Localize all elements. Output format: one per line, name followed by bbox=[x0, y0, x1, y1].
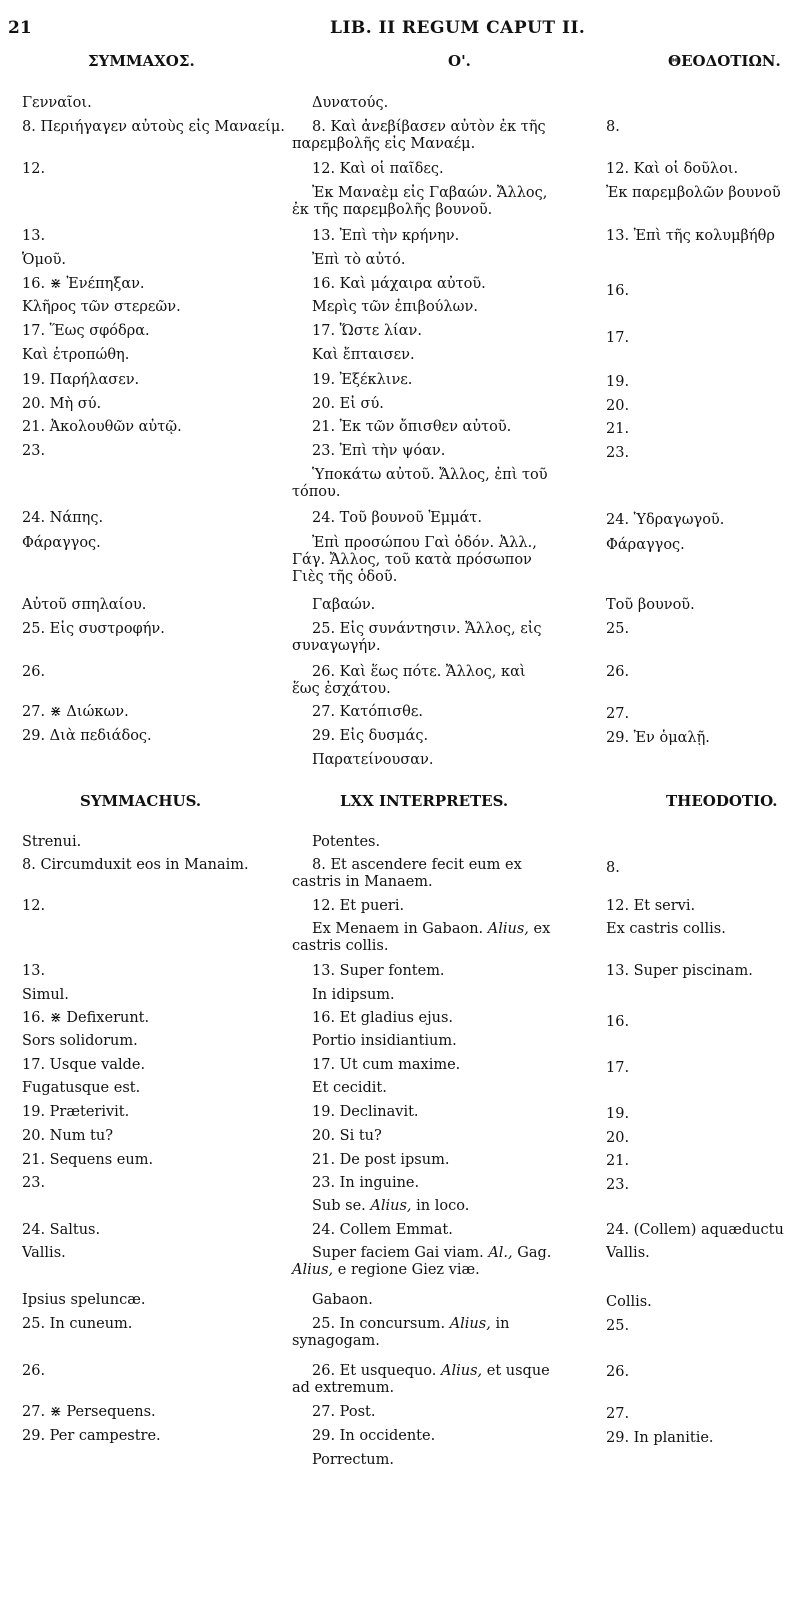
latin-theodotion-entry: 8. bbox=[606, 860, 620, 876]
greek-lxx-entry: 25. Εἰς συνάντησιν. Ἄλλος, εἰς συναγωγήν. bbox=[292, 621, 542, 654]
greek-lxx-entry: Δυνατούς. bbox=[312, 95, 389, 111]
greek-lxx-entry: 21. Ἐκ τῶν ὄπισθεν αὐτοῦ. bbox=[312, 419, 512, 435]
latin-theodotion-entry: 25. bbox=[606, 1318, 630, 1334]
latin-symmachus-entry: 26. bbox=[22, 1363, 46, 1379]
greek-lxx-entry: Ἐκ Μαναὲμ εἰς Γαβαών. Ἄλλος, ἐκ τῆς παρεμβολῆς βουνοῦ. bbox=[292, 185, 548, 218]
greek-lxx-entry: Παρατείνουσαν. bbox=[312, 752, 434, 768]
latin-lxx-entry: Sub se. Alius, in loco. bbox=[312, 1198, 470, 1214]
greek-theodotion-entry: 13. Ἐπὶ τῆς κολυμβήθρ bbox=[606, 228, 775, 244]
latin-lxx-entry: 29. In occidente. bbox=[312, 1428, 436, 1444]
greek-symmachus-entry: Καὶ ἐτροπώθη. bbox=[22, 347, 130, 363]
latin-theodotion-entry: Collis. bbox=[606, 1294, 652, 1310]
latin-symmachus-entry: Ipsius speluncæ. bbox=[22, 1292, 146, 1308]
greek-theodotion-entry: 26. bbox=[606, 664, 630, 680]
greek-theodotion-entry: Ἐκ παρεμβολῶν βουνοῦ bbox=[606, 185, 781, 201]
greek-theodotion-entry: 12. Καὶ οἱ δοῦλοι. bbox=[606, 161, 739, 177]
latin-symmachus-entry: 8. Circumduxit eos in Manaim. bbox=[22, 857, 249, 873]
latin-symmachus-entry: 27. ⋇ Persequens. bbox=[22, 1404, 156, 1420]
latin-symmachus-entry: 12. bbox=[22, 898, 46, 914]
latin-lxx-entry: Potentes. bbox=[312, 834, 381, 850]
page-header bbox=[0, 18, 804, 42]
greek-theodotion-entry: 27. bbox=[606, 706, 630, 722]
latin-lxx-entry: 24. Collem Emmat. bbox=[312, 1222, 453, 1238]
greek-symmachus-entry: Αὐτοῦ σπηλαίου. bbox=[22, 597, 147, 613]
greek-symmachus-entry: 16. ⋇ Ἐνέπηξαν. bbox=[22, 276, 145, 292]
latin-symmachus-entry: 21. Sequens eum. bbox=[22, 1152, 154, 1168]
greek-theodotion-entry: 24. Ὑδραγωγοῦ. bbox=[606, 512, 725, 528]
latin-theodotion-entry: 23. bbox=[606, 1177, 630, 1193]
latin-theodotion-entry: 24. (Collem) aquæductu bbox=[606, 1222, 784, 1238]
latin-lxx-entry: Super faciem Gai viam. Al., Gag. Alius, e regione Giez viæ. bbox=[292, 1245, 552, 1278]
greek-symmachus-entry: 19. Παρήλασεν. bbox=[22, 372, 140, 388]
greek-lxx-entry: 24. Τοῦ βουνοῦ Ἐμμάτ. bbox=[312, 510, 483, 526]
latin-lxx-entry: 25. In concursum. Alius, in synagogam. bbox=[292, 1316, 510, 1349]
greek-symmachus-entry: Ὁμοῦ. bbox=[22, 252, 67, 268]
greek-lxx-entry: 20. Εἰ σύ. bbox=[312, 396, 384, 412]
greek-symmachus-entry: 27. ⋇ Διώκων. bbox=[22, 704, 129, 720]
greek-lxx-entry: Καὶ ἔπταισεν. bbox=[312, 347, 415, 363]
greek-lxx-entry: 19. Ἐξέκλινε. bbox=[312, 372, 413, 388]
latin-symmachus-entry: 29. Per campestre. bbox=[22, 1428, 161, 1444]
greek-symmachus-entry: 29. Διὰ πεδιάδος. bbox=[22, 728, 152, 744]
latin-lxx-entry: 21. De post ipsum. bbox=[312, 1152, 450, 1168]
latin-lxx-entry: Portio insidiantium. bbox=[312, 1033, 457, 1049]
latin-symmachus-entry: Sors solidorum. bbox=[22, 1033, 138, 1049]
latin-heading-lxx: LXX INTERPRETES. bbox=[340, 792, 509, 810]
greek-lxx-entry: 12. Καὶ οἱ παῖδες. bbox=[312, 161, 444, 177]
greek-heading-theodotion: ΘΕΟΔΟΤΙΩΝ. bbox=[668, 52, 781, 70]
page-number: 21 bbox=[8, 18, 32, 38]
latin-theodotion-entry: 26. bbox=[606, 1364, 630, 1380]
greek-lxx-entry: Ἐπὶ τὸ αὐτό. bbox=[312, 252, 406, 268]
latin-heading-theodotion: THEODOTIO. bbox=[666, 792, 778, 810]
latin-theodotion-entry: 16. bbox=[606, 1014, 630, 1030]
latin-lxx-entry: 13. Super fontem. bbox=[312, 963, 445, 979]
greek-symmachus-entry: Γενναῖοι. bbox=[22, 95, 92, 111]
greek-symmachus-entry: Φάραγγος. bbox=[22, 535, 101, 551]
greek-theodotion-entry: 20. bbox=[606, 398, 630, 414]
latin-lxx-entry: Et cecidit. bbox=[312, 1080, 387, 1096]
running-head: LIB. II REGUM CAPUT II. bbox=[330, 18, 586, 38]
latin-lxx-entry: 19. Declinavit. bbox=[312, 1104, 419, 1120]
latin-lxx-entry: 27. Post. bbox=[312, 1404, 376, 1420]
greek-theodotion-entry: 16. bbox=[606, 283, 630, 299]
greek-lxx-entry: 17. Ὥστε λίαν. bbox=[312, 323, 422, 339]
latin-theodotion-entry: 13. Super piscinam. bbox=[606, 963, 753, 979]
greek-lxx-entry: 23. Ἐπὶ τὴν ψόαν. bbox=[312, 443, 446, 459]
latin-symmachus-entry: Vallis. bbox=[22, 1245, 66, 1261]
latin-lxx-entry: 20. Si tu? bbox=[312, 1128, 382, 1144]
latin-symmachus-entry: 25. In cuneum. bbox=[22, 1316, 133, 1332]
latin-lxx-entry: In idipsum. bbox=[312, 987, 395, 1003]
greek-symmachus-entry: 17. Ἕως σφόδρα. bbox=[22, 323, 150, 339]
greek-symmachus-entry: 24. Νάπης. bbox=[22, 510, 104, 526]
greek-heading-symmachus: ΣΥΜΜΑΧΟΣ. bbox=[88, 52, 195, 70]
greek-lxx-entry: 13. Ἐπὶ τὴν κρήνην. bbox=[312, 228, 460, 244]
latin-lxx-entry: Ex Menaem in Gabaon. Alius, ex castris collis. bbox=[292, 921, 551, 954]
latin-symmachus-entry: Simul. bbox=[22, 987, 69, 1003]
greek-theodotion-entry: 25. bbox=[606, 621, 630, 637]
latin-theodotion-entry: 20. bbox=[606, 1130, 630, 1146]
greek-symmachus-entry: 25. Εἰς συστροφήν. bbox=[22, 621, 165, 637]
latin-lxx-entry: 23. In inguine. bbox=[312, 1175, 420, 1191]
latin-theodotion-entry: Ex castris collis. bbox=[606, 921, 726, 937]
latin-symmachus-entry: 19. Præterivit. bbox=[22, 1104, 130, 1120]
greek-symmachus-entry: Κλῆρος τῶν στερεῶν. bbox=[22, 299, 181, 315]
greek-theodotion-entry: 21. bbox=[606, 421, 630, 437]
greek-symmachus-entry: 23. bbox=[22, 443, 46, 459]
greek-theodotion-entry: 23. bbox=[606, 445, 630, 461]
greek-symmachus-entry: 20. Μὴ σύ. bbox=[22, 396, 102, 412]
greek-lxx-entry: 16. Καὶ μάχαιρα αὐτοῦ. bbox=[312, 276, 486, 292]
greek-theodotion-entry: Φάραγγος. bbox=[606, 537, 685, 553]
greek-symmachus-entry: 8. Περιήγαγεν αὐτοὺς εἰς Μαναείμ. bbox=[22, 119, 285, 135]
greek-theodotion-entry: Τοῦ βουνοῦ. bbox=[606, 597, 695, 613]
greek-lxx-entry: Ὑποκάτω αὐτοῦ. Ἄλλος, ἐπὶ τοῦ τόπου. bbox=[292, 467, 548, 500]
greek-symmachus-entry: 21. Ἀκολουθῶν αὐτῷ. bbox=[22, 419, 182, 435]
greek-lxx-entry: Μερὶς τῶν ἐπιβούλων. bbox=[312, 299, 478, 315]
greek-symmachus-entry: 26. bbox=[22, 664, 46, 680]
greek-theodotion-entry: 8. bbox=[606, 119, 620, 135]
latin-theodotion-entry: 12. Et servi. bbox=[606, 898, 696, 914]
latin-lxx-entry: Gabaon. bbox=[312, 1292, 373, 1308]
latin-theodotion-entry: 29. In planitie. bbox=[606, 1430, 714, 1446]
latin-lxx-entry: 16. Et gladius ejus. bbox=[312, 1010, 454, 1026]
greek-theodotion-entry: 29. Ἐν ὁμαλῇ. bbox=[606, 730, 710, 746]
latin-symmachus-entry: 13. bbox=[22, 963, 46, 979]
latin-lxx-entry: 26. Et usquequo. Alius, et usque ad extremum. bbox=[292, 1363, 550, 1396]
latin-theodotion-entry: 27. bbox=[606, 1406, 630, 1422]
latin-theodotion-entry: 21. bbox=[606, 1153, 630, 1169]
latin-lxx-entry: 12. Et pueri. bbox=[312, 898, 405, 914]
latin-symmachus-entry: 24. Saltus. bbox=[22, 1222, 101, 1238]
latin-theodotion-entry: 19. bbox=[606, 1106, 630, 1122]
greek-lxx-entry: 27. Κατόπισθε. bbox=[312, 704, 424, 720]
greek-symmachus-entry: 12. bbox=[22, 161, 46, 177]
latin-heading-symmachus: SYMMACHUS. bbox=[80, 792, 202, 810]
greek-symmachus-entry: 13. bbox=[22, 228, 46, 244]
greek-lxx-entry: Γαβαών. bbox=[312, 597, 376, 613]
latin-symmachus-entry: 17. Usque valde. bbox=[22, 1057, 146, 1073]
greek-lxx-entry: 8. Καὶ ἀνεβίβασεν αὐτὸν ἐκ τῆς παρεμβολῆς εἰς Μαναέμ. bbox=[292, 119, 546, 152]
greek-lxx-entry: Ἐπὶ προσώπου Γαὶ ὁδόν. Ἀλλ., Γάγ. Ἄλλος, τοῦ κατὰ πρόσωπον Γιὲς τῆς ὁδοῦ. bbox=[292, 535, 537, 585]
latin-symmachus-entry: Strenui. bbox=[22, 834, 82, 850]
greek-theodotion-entry: 17. bbox=[606, 330, 630, 346]
greek-lxx-entry: 26. Καὶ ἕως πότε. Ἄλλος, καὶ ἕως ἐσχάτου. bbox=[292, 664, 526, 697]
latin-symmachus-entry: 16. ⋇ Defixerunt. bbox=[22, 1010, 150, 1026]
latin-lxx-entry: 8. Et ascendere fecit eum ex castris in Manaem. bbox=[292, 857, 522, 890]
latin-lxx-entry: 17. Ut cum maxime. bbox=[312, 1057, 461, 1073]
latin-lxx-entry: Porrectum. bbox=[312, 1452, 394, 1468]
greek-heading-lxx: Ο'. bbox=[448, 52, 471, 70]
greek-theodotion-entry: 19. bbox=[606, 374, 630, 390]
latin-theodotion-entry: 17. bbox=[606, 1060, 630, 1076]
latin-symmachus-entry: 20. Num tu? bbox=[22, 1128, 113, 1144]
latin-symmachus-entry: 23. bbox=[22, 1175, 46, 1191]
latin-theodotion-entry: Vallis. bbox=[606, 1245, 650, 1261]
greek-lxx-entry: 29. Εἰς δυσμάς. bbox=[312, 728, 429, 744]
latin-symmachus-entry: Fugatusque est. bbox=[22, 1080, 141, 1096]
